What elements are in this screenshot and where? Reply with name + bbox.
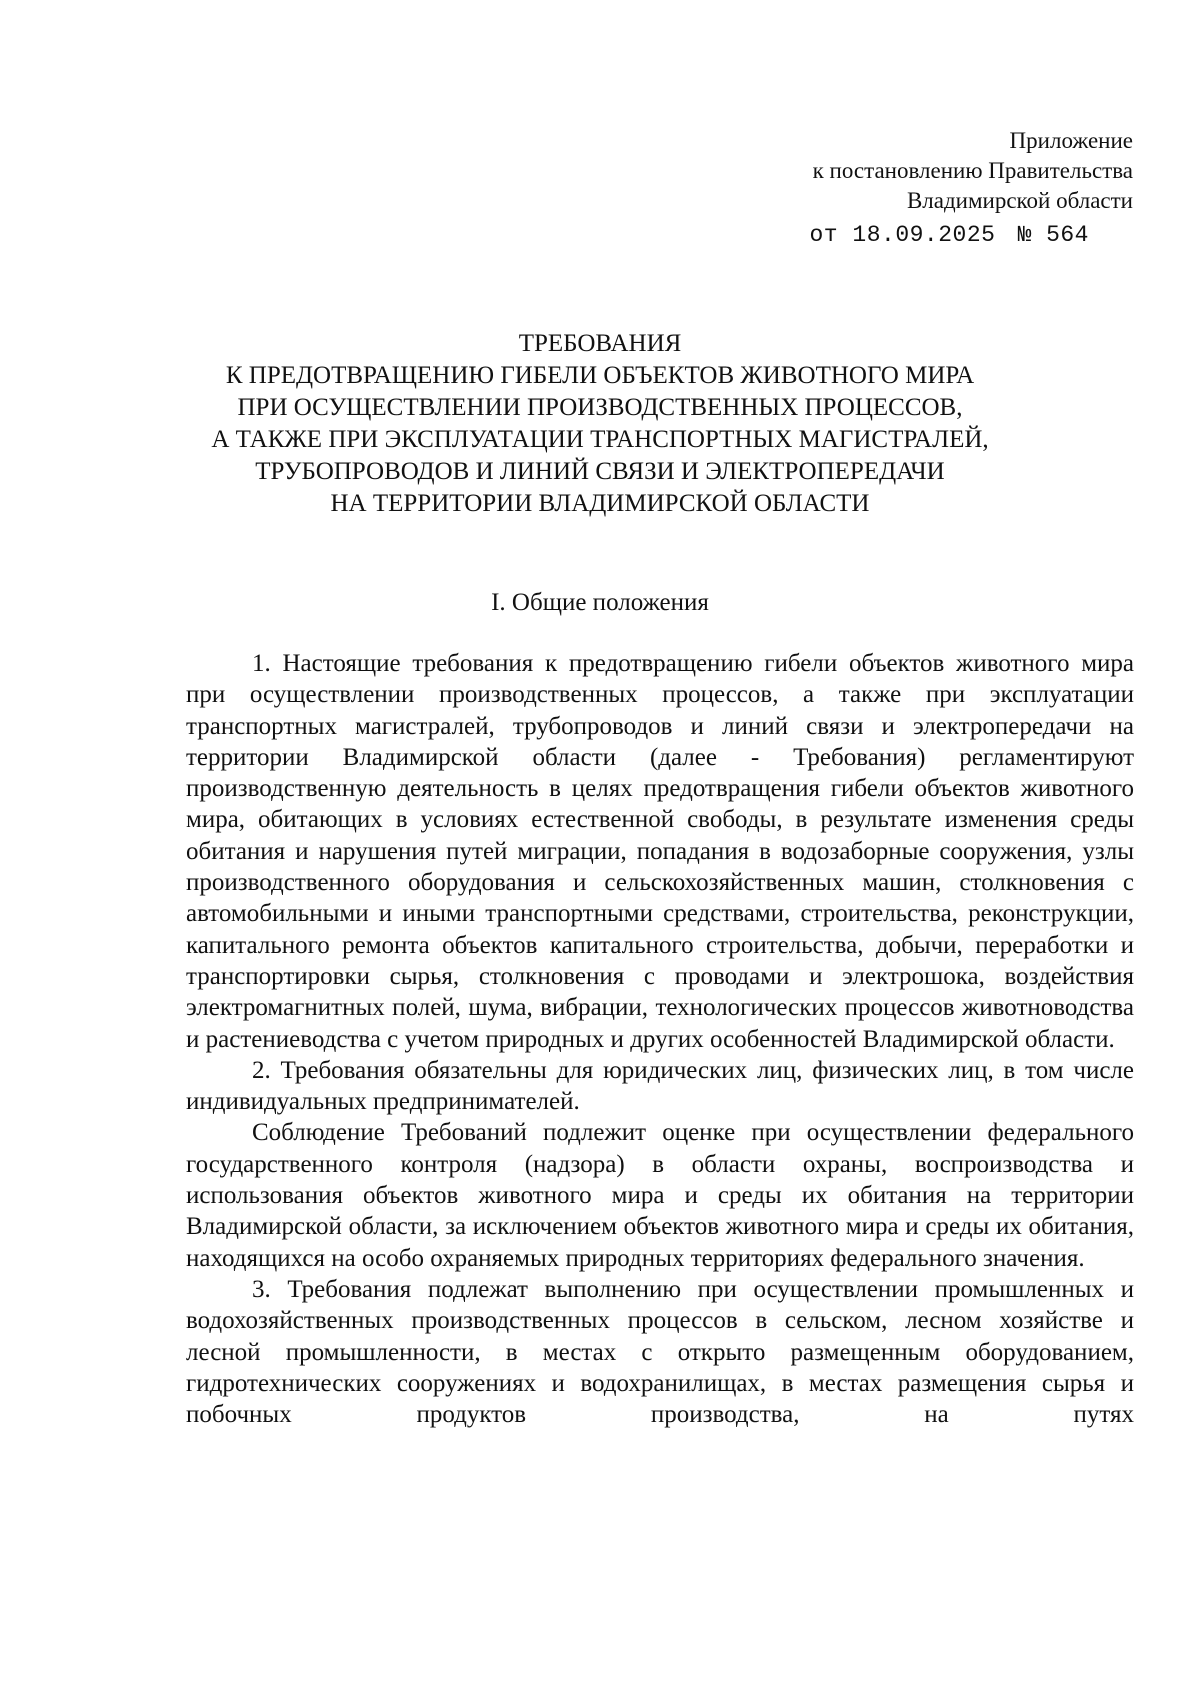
- title-line-2: К ПРЕДОТВРАЩЕНИЮ ГИБЕЛИ ОБЪЕКТОВ ЖИВОТНОГО МИРА: [225, 362, 975, 389]
- title-line-1: ТРЕБОВАНИЯ: [518, 330, 682, 357]
- document-body: [186, 648, 1134, 1430]
- title-line-5: ТРУБОПРОВОДОВ И ЛИНИЙ СВЯЗИ И ЭЛЕКТРОПЕРЕДАЧИ: [255, 458, 945, 485]
- appendix-region-line: Владимирской области: [906, 188, 1133, 213]
- resolution-number: 564: [1046, 222, 1089, 248]
- document-title: [0, 328, 1200, 520]
- paragraph-2-continued: Соблюдение Требований подлежит оценке при осуществлении федерального государственного контроля (надзора) в области охраны, воспроизводства и использования объектов животного мира и среды их обитания на территории Владимирской области, за исключением объектов животного мира и среды их обитания, находящихся на особо охраняемых природных территориях федерального значения.: [186, 1119, 1134, 1272]
- title-line-6: НА ТЕРРИТОРИИ ВЛАДИМИРСКОЙ ОБЛАСТИ: [330, 490, 870, 517]
- appendix-block: [810, 126, 1134, 252]
- title-line-4: А ТАКЖЕ ПРИ ЭКСПЛУАТАЦИИ ТРАНСПОРТНЫХ МАГИСТРАЛЕЙ,: [211, 426, 989, 453]
- paragraph-1: 1. Настоящие требования к предотвращению гибели объектов животного мира при осуществлении производственных процессов, а также при эксплуатации транспортных магистралей, трубопроводов и линий связи и электропередачи на территории Владимирской области (далее - Требования) регламентируют производственную деятельность в целях предотвращения гибели объектов животного мира, обитающих в условиях естественной свободы, в результате изменения среды обитания и нарушения путей миграции, попадания в водозаборные сооружения, узлы производственного оборудования и сельскохозяйственных машин, столкновения с автомобильными и иными транспортными средствами, строительства, реконструкции, капитального ремонта объектов капитального строительства, добычи, переработки и транспортировки сырья, столкновения с проводами и электрошока, воздействия электромагнитных полей, шума, вибрации, технологических процессов животноводства и растениеводства с учетом природных и других особенностей Владимирской области.: [186, 650, 1134, 1053]
- appendix-label: Приложение: [1009, 128, 1133, 153]
- title-line-3: ПРИ ОСУЩЕСТВЛЕНИИ ПРОИЗВОДСТВЕННЫХ ПРОЦЕССОВ,: [237, 394, 963, 421]
- paragraph-2: 2. Требования обязательны для юридических лиц, физических лиц, в том числе индивидуальных предпринимателей.: [186, 1056, 1134, 1116]
- appendix-resolution-line: к постановлению Правительства: [812, 158, 1133, 183]
- date-prefix: от: [809, 222, 839, 248]
- number-sign: №: [1017, 222, 1032, 248]
- paragraph-3: 3. Требования подлежат выполнению при осуществлении промышленных и водохозяйственных производственных процессов в сельском, лесном хозяйстве и лесной промышленности, в местах с открыто размещенным оборудованием, гидротехнических сооружениях и водохранилищах, в местах размещения сырья и побочных продуктов производства, на путях: [186, 1275, 1134, 1429]
- resolution-date: 18.09.2025: [852, 222, 996, 248]
- appendix-date-number: [810, 218, 1090, 252]
- section-heading: I. Общие положения: [491, 589, 709, 616]
